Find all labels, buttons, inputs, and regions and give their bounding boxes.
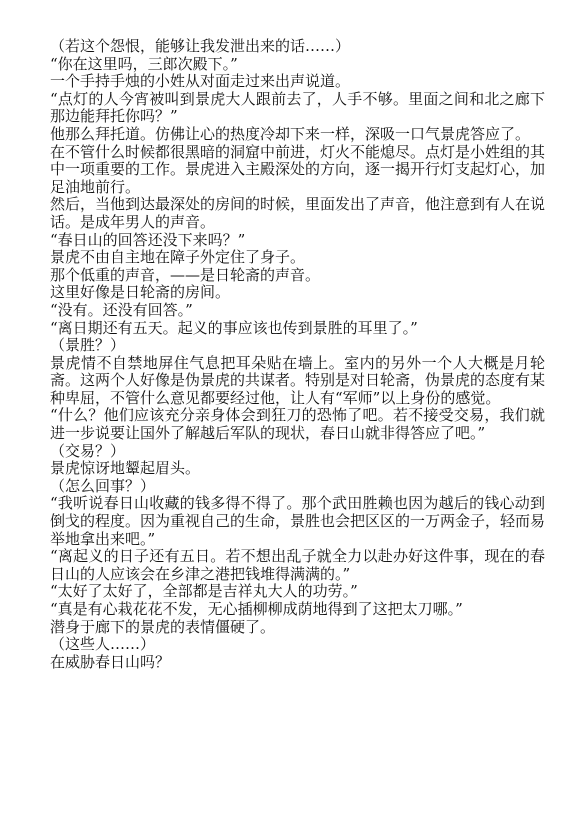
- paragraph-9: 景虎不由自主地在障子外定住了身子。: [50, 248, 306, 267]
- paragraph-13: “离日期还有五天。起义的事应该也传到景胜的耳里了。”: [50, 318, 418, 337]
- paragraph-16: “什么？他们应该充分亲身体会到狂刀的恐怖了吧。若不接受交易，我们就进一步说要让国外了解越后军队的现状，春日山就非得答应了吧。”: [50, 406, 545, 443]
- paragraph-12: “没有。还没有回答。”: [50, 300, 193, 319]
- paragraph-1: （若这个怨恨，能够让我发泄出来的话……）: [50, 37, 351, 55]
- paragraph-4: “点灯的人今宵被叫到景虎大人跟前去了，人手不够。里面之间和北之廊下那边能拜托你吗？”: [50, 89, 545, 126]
- paragraph-11: 这里好像是日轮斋的房间。: [50, 283, 231, 302]
- paragraph-6: 在不管什么时候都很黑暗的洞窟中前进，灯火不能熄尽。点灯是小姓组的其中一项重要的工作。景虎进入主殿深处的方向，逐一揭开行灯支起灯心，加足油地前行。: [50, 142, 546, 196]
- paragraph-24: 潜身于廊下的景虎的表情僵硬了。: [50, 617, 276, 636]
- document-body: [50, 38, 545, 671]
- paragraph-14: （景胜？）: [50, 336, 126, 355]
- paragraph-22: “太好了太好了，全部都是吉祥丸大人的功劳。”: [50, 582, 358, 601]
- paragraph-5: 他那么拜托道。仿佛让心的热度冷却下来一样，深吸一口气景虎答应了。: [50, 124, 531, 143]
- paragraph-8: “春日山的回答还没下来吗？”: [50, 230, 246, 249]
- paragraph-3: 一个手持手烛的小姓从对面走过来出声说道。: [50, 72, 351, 91]
- paragraph-18: 景虎惊讶地颦起眉头。: [50, 459, 201, 478]
- paragraph-26: 在威胁春日山吗？: [50, 652, 171, 671]
- paragraph-15: 景虎情不自禁地屏住气息把耳朵贴在墙上。室内的另外一个人大概是月轮斋。这两个人好像是伪景虎的共谋者。特别是对日轮斋，伪景虎的态度有某种卑屈，不管什么意见都要经过他，让人有“军师”以上身份的感觉。: [50, 353, 546, 407]
- paragraph-17: （交易？）: [50, 441, 126, 460]
- paragraph-19: （怎么回事？）: [50, 476, 156, 495]
- paragraph-25: （这些人……）: [50, 635, 156, 654]
- paragraph-2: “你在这里吗，三郎次殿下。”: [50, 54, 238, 73]
- paragraph-20: “我听说春日山收藏的钱多得不得了。那个武田胜赖也因为越后的钱心动到倒戈的程度。因为重视自己的生命，景胜也会把区区的一万两金子，轻而易举地拿出来吧。”: [50, 494, 546, 548]
- paragraph-7: 然后，当他到达最深处的房间的时候，里面发出了声音，他注意到有人在说话。是成年男人的声音。: [50, 195, 546, 231]
- paragraph-23: “真是有心栽花花不发，无心插柳柳成荫地得到了这把太刀哪。”: [50, 600, 463, 618]
- paragraph-10: 那个低重的声音，——是日轮斋的声音。: [50, 265, 321, 284]
- paragraph-21: “离起义的日子还有五日。若不想出乱子就全力以赴办好这件事，现在的春日山的人应该会在乡津之港把钱堆得满满的。”: [50, 547, 545, 583]
